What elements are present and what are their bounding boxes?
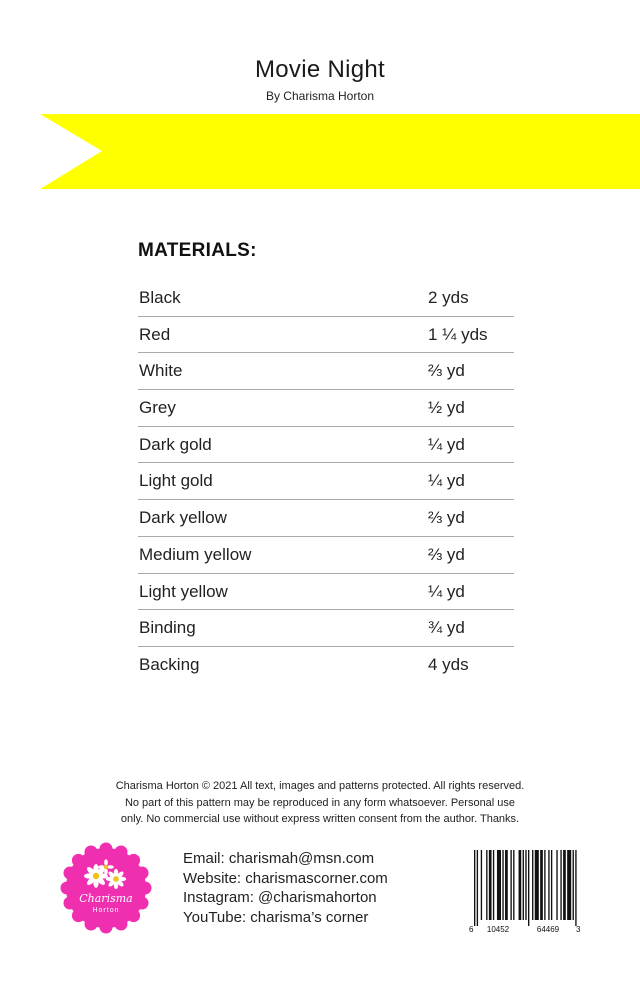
material-name: Black bbox=[139, 288, 181, 307]
contact-email: Email: charismah@msn.com bbox=[183, 850, 375, 867]
barcode-bar bbox=[528, 850, 529, 926]
barcode-bar bbox=[544, 850, 545, 920]
copyright-line: Charisma Horton © 2021 All text, images and patterns protected. All rights reserved. bbox=[115, 780, 525, 792]
material-name: White bbox=[139, 361, 183, 381]
logo-name-line2: Horton bbox=[92, 907, 120, 914]
material-quantity: ¼ yd bbox=[428, 581, 465, 601]
material-row bbox=[138, 463, 514, 500]
material-quantity: ⅔ yd bbox=[428, 508, 465, 528]
material-name: Dark gold bbox=[139, 434, 212, 454]
scalloped-badge bbox=[61, 843, 152, 934]
material-name: Red bbox=[139, 324, 171, 344]
material-quantity: ⅔ yd bbox=[428, 544, 465, 564]
material-quantity: 4 yds bbox=[428, 654, 469, 674]
barcode-bar bbox=[523, 850, 524, 920]
barcode-bar bbox=[513, 850, 514, 920]
barcode-bar bbox=[481, 850, 482, 920]
copyright-notice bbox=[40, 778, 600, 828]
barcode-bar bbox=[551, 850, 552, 920]
material-quantity: ⅔ yd bbox=[428, 361, 465, 381]
barcode-last-digit: 3 bbox=[576, 925, 581, 934]
material-row bbox=[138, 353, 514, 390]
yellow-banner bbox=[0, 114, 640, 189]
material-name: Grey bbox=[139, 398, 176, 418]
barcode-first-digit: 6 bbox=[469, 925, 474, 934]
barcode-bar bbox=[505, 850, 508, 920]
barcode-bar bbox=[497, 850, 501, 920]
barcode-bar bbox=[486, 850, 487, 920]
barcode-bar bbox=[573, 850, 574, 920]
material-row bbox=[138, 647, 514, 683]
material-row bbox=[138, 280, 514, 317]
barcode-bar bbox=[567, 850, 571, 920]
barcode-bar bbox=[575, 850, 576, 926]
material-row bbox=[138, 574, 514, 611]
logo-name-line1: Charisma bbox=[79, 892, 133, 905]
barcode-bar bbox=[525, 850, 526, 920]
material-name: Medium yellow bbox=[139, 544, 252, 564]
page-title: Movie Night bbox=[254, 56, 385, 83]
material-name: Light yellow bbox=[139, 581, 228, 601]
barcode-bars bbox=[474, 850, 577, 926]
barcode-bar bbox=[493, 850, 494, 920]
material-name: Dark yellow bbox=[139, 508, 227, 528]
barcode-bar bbox=[540, 850, 543, 920]
copyright-line: No part of this pattern may be reproduced in any form whatsoever. Personal use bbox=[124, 796, 516, 809]
charisma-horton-logo bbox=[60, 842, 152, 934]
material-name: Binding bbox=[139, 618, 196, 638]
copyright-line: only. No commercial use without express written consent from the author. Thanks. bbox=[120, 813, 520, 825]
barcode-bar bbox=[532, 850, 533, 920]
barcode-group-left: 10452 bbox=[486, 925, 510, 934]
material-row bbox=[138, 537, 514, 574]
material-quantity: ¼ yd bbox=[428, 434, 465, 454]
materials-table bbox=[138, 280, 514, 683]
contact-instagram: Instagram: @charismahorton bbox=[183, 889, 377, 906]
barcode-bar bbox=[474, 850, 475, 926]
material-row bbox=[138, 317, 514, 354]
barcode-bar bbox=[489, 850, 492, 920]
material-row bbox=[138, 427, 514, 464]
barcode-bar bbox=[535, 850, 539, 920]
contact-website: Website: charismascorner.com bbox=[183, 869, 388, 887]
material-row bbox=[138, 610, 514, 647]
material-quantity: 1 ¼ yds bbox=[428, 324, 488, 344]
material-quantity: ¾ yd bbox=[428, 618, 465, 638]
material-name: Light gold bbox=[139, 471, 213, 491]
materials-heading: MATERIALS: bbox=[138, 240, 257, 261]
barcode-group-right: 64469 bbox=[536, 925, 560, 934]
contact-youtube: YouTube: charisma’s corner bbox=[183, 908, 369, 926]
material-row bbox=[138, 500, 514, 537]
barcode-bar bbox=[556, 850, 557, 920]
upc-barcode bbox=[466, 848, 582, 934]
page-byline: By Charisma Horton bbox=[265, 89, 375, 103]
barcode-bar bbox=[477, 850, 478, 926]
barcode-bar bbox=[560, 850, 561, 920]
material-quantity: ¼ yd bbox=[428, 471, 465, 491]
material-row bbox=[138, 390, 514, 427]
barcode-bar bbox=[502, 850, 503, 920]
barcode-bar bbox=[548, 850, 549, 920]
material-quantity: 2 yds bbox=[428, 288, 469, 307]
material-quantity: ½ yd bbox=[428, 398, 465, 418]
contact-info bbox=[183, 849, 388, 927]
material-name: Backing bbox=[139, 654, 200, 674]
barcode-bar bbox=[510, 850, 511, 920]
barcode-bar bbox=[519, 850, 522, 920]
barcode-bar bbox=[563, 850, 566, 920]
